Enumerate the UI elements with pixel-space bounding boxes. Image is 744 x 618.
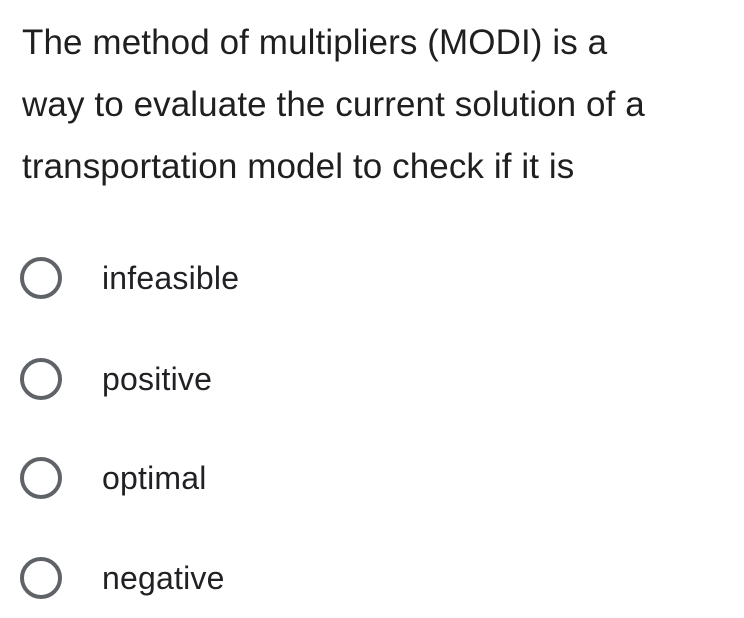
option-infeasible[interactable]: [20, 251, 520, 305]
option-label: negative: [102, 559, 225, 596]
option-label: positive: [102, 360, 213, 397]
option-label: optimal: [102, 459, 207, 496]
radio-button-icon[interactable]: [20, 358, 62, 400]
radio-button-icon[interactable]: [20, 457, 62, 499]
radio-button-icon[interactable]: [20, 557, 62, 599]
question-text: The method of multipliers (MODI) is a way to evaluate the current solution of a transportation model to check if it is: [22, 23, 645, 186]
option-positive[interactable]: [20, 352, 520, 406]
option-negative[interactable]: [20, 551, 520, 605]
radio-button-icon[interactable]: [20, 257, 62, 299]
option-label: infeasible: [102, 259, 240, 296]
option-optimal[interactable]: [20, 451, 520, 505]
